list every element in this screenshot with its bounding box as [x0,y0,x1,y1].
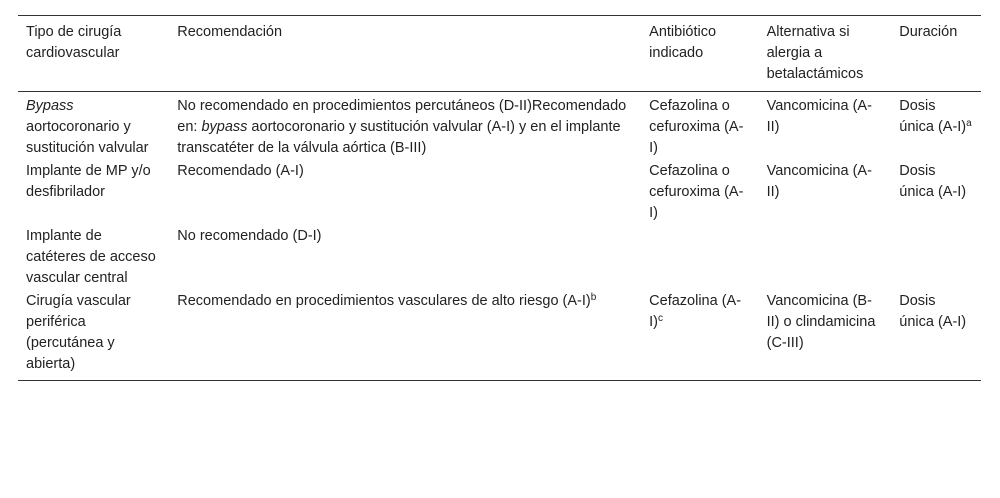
cell-alternativa: Vancomicina (A-II) [766,163,872,200]
table-row [18,290,981,381]
cell-duracion [891,225,981,290]
header-alternativa: Alternativa si alergia a betalactámicos [759,16,892,92]
table-row [18,225,981,290]
cell-rec-text-b: aortocoronario y sustitución valvular (A-I) y en el implante transcatéter de la válvula aórtica (B-III) [177,119,621,156]
cell-duracion: Dosis única (A-I) [899,293,967,330]
prophylaxis-table [18,15,981,381]
table-row [18,92,981,161]
cell-recomendacion [169,290,641,381]
cell-tipo-text: aortocoronario y sustitución valvular [26,119,149,156]
cell-rec-text-a: No recomendado en procedimientos percutáneos (D-II)Recomendado en: [177,98,627,135]
cell-recomendacion: Recomendado (A-I) [177,163,304,179]
cell-recomendacion: No recomendado (D-I) [177,228,322,244]
cell-alternativa: Vancomicina (A-II) [766,98,872,135]
header-recomendacion: Recomendación [169,16,641,92]
header-tipo: Tipo de cirugía cardiovascular [18,16,169,92]
cell-antibiotico: Cefazolina o cefuroxima (A-I) [649,163,744,221]
cell-tipo: Implante de MP y/o desfibrilador [26,163,151,200]
cell-tipo: Implante de catéteres de acceso vascular central [26,228,156,286]
cell-recomendacion [169,92,641,161]
header-duracion: Duración [891,16,981,92]
cell-duracion [891,92,981,161]
cell-tipo [18,92,169,161]
cell-tipo: Cirugía vascular periférica (percutánea y abierta) [26,293,131,372]
cell-antibiotico: Cefazolina o cefuroxima (A-I) [649,98,744,156]
cell-duracion: Dosis única (A-I) [899,163,967,200]
cell-rec-italic: bypass [201,119,248,135]
table-header-row [18,16,981,92]
footnote-marker: c [658,313,664,324]
cell-duracion-text: Dosis única (A-I) [899,98,967,135]
table-row [18,160,981,225]
cell-alternativa [759,225,892,290]
cell-tipo-italic: Bypass [26,98,74,114]
cell-antibiotico [641,225,758,290]
footnote-marker: b [590,292,597,303]
cell-antibiotico-text: Cefazolina (A-I) [649,293,742,330]
cell-rec-text: Recomendado en procedimientos vasculares de alto riesgo (A-I) [177,293,591,309]
footnote-marker: a [966,118,972,129]
cell-alternativa: Vancomicina (B-II) o clindamicina (C-III) [766,293,876,351]
header-antibiotico: Antibiótico indicado [641,16,758,92]
cell-antibiotico [641,290,758,381]
